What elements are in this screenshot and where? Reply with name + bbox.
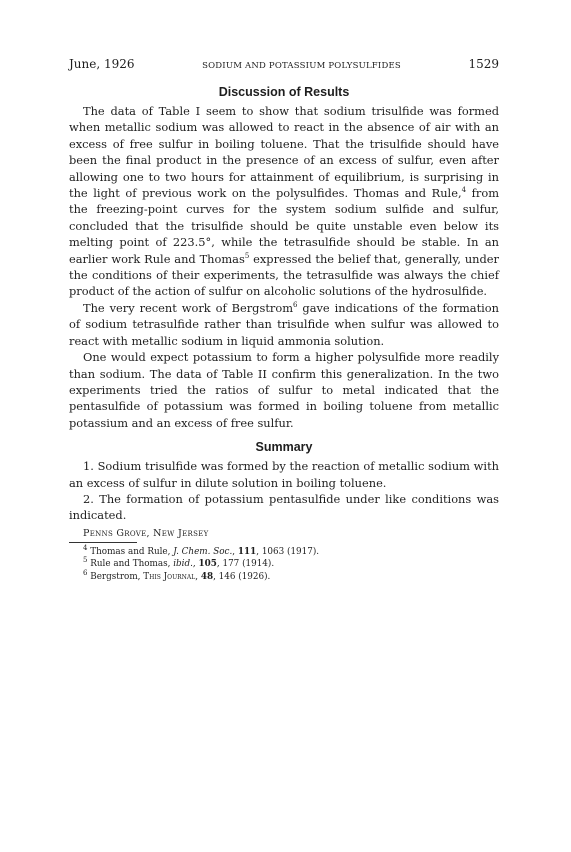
discussion-p2-text-b: gave indications of the formation of sodium tetrasulfide rather than trisulfide when sulfur was allowed to react with metallic sodium in liquid ammonia solution. — [69, 300, 499, 348]
discussion-heading: Discussion of Results — [218, 85, 350, 99]
summary-item-1: 1. Sodium trisulfide was formed by the reaction of metallic sodium with an excess of sulfur in dilute solution in boiling toluene. — [69, 459, 499, 490]
discussion-paragraph-1 — [69, 103, 499, 300]
footnote-journal: J. Chem. Soc. — [173, 546, 233, 557]
footnote-authors: Bergstrom, — [90, 571, 144, 582]
footnote-6 — [83, 568, 499, 583]
footnote-separator: , — [195, 571, 201, 582]
header-page-number: 1529 — [468, 57, 499, 71]
discussion-paragraph-3: One would expect potassium to form a higher polysulfide more readily than sodium. The data of Table II confirm this generalization. In the two experiments tried the ratios of sulfur to metal indicated that the pentasulfide of potassium was formed in boiling toluene from metallic potassium and an excess of free sulfur. — [69, 350, 499, 430]
footnote-separator: , — [232, 546, 238, 557]
discussion-p1-text-a: The data of Table I seem to show that sodium trisulfide was formed when metallic sodium was allowed to react in the absence of air with an excess of free sulfur in boiling toluene. That the trisulfide should have been the final product in the presence of an excess of sulfur, even after allowing one to two hours for attainment of equilibrium, is surprising in the light of previous work on the polysulfides. Thomas and Rule, — [69, 104, 499, 201]
footnote-number: 6 — [83, 568, 88, 577]
discussion-paragraph-2 — [69, 300, 499, 349]
footnotes — [69, 543, 499, 583]
summary-item-2: 2. The formation of potassium pentasulfide under like conditions was indicated. — [69, 491, 499, 523]
footnote-journal: ibid. — [173, 559, 193, 570]
footnote-ref-6[interactable]: 6 — [293, 301, 298, 310]
discussion-p2-text-a: The very recent work of Bergstrom — [83, 300, 294, 315]
footnote-journal: This Journal — [143, 571, 196, 582]
footnote-5 — [83, 558, 499, 570]
discussion-p1-text-c: expressed the belief that, generally, under the conditions of their experiments, the tetrasulfide was always the chief product of the action of sulfur on alcoholic solutions of the hydrosulfide. — [69, 251, 499, 299]
header-running-title: SODIUM AND POTASSIUM POLYSULFIDES — [202, 61, 401, 71]
footnote-authors: Rule and Thomas, — [90, 559, 174, 570]
footnote-volume: 48 — [200, 571, 214, 582]
footnote-divider — [69, 542, 137, 543]
footnote-authors: Thomas and Rule, — [90, 546, 174, 557]
footnote-ref-4[interactable]: 4 — [461, 186, 467, 195]
discussion-p1-text-b: from the freezing-point curves for the system sodium sulfide and sulfur, concluded that the trisulfide should be quite unstable even below its melting point of 223.5°, while the tetrasulfide should be stable. In an earlier work Rule and Thomas — [69, 186, 499, 266]
running-header — [69, 56, 499, 74]
footnote-number: 5 — [83, 556, 88, 565]
footnote-pages: , 1063 (1917). — [256, 546, 320, 557]
footnote-pages: , 177 (1914). — [216, 559, 275, 570]
footnote-volume: 105 — [198, 559, 217, 570]
summary-heading: Summary — [255, 440, 313, 455]
author-location: Penns Grove, New Jersey — [83, 527, 209, 539]
footnote-number: 4 — [83, 543, 88, 552]
header-date: June, 1926 — [69, 57, 135, 71]
footnote-volume: 111 — [237, 546, 257, 557]
footnote-4 — [83, 543, 499, 558]
footnote-ref-5[interactable]: 5 — [244, 251, 250, 260]
footnote-separator: , — [192, 559, 199, 570]
footnote-pages: , 146 (1926). — [213, 571, 271, 582]
